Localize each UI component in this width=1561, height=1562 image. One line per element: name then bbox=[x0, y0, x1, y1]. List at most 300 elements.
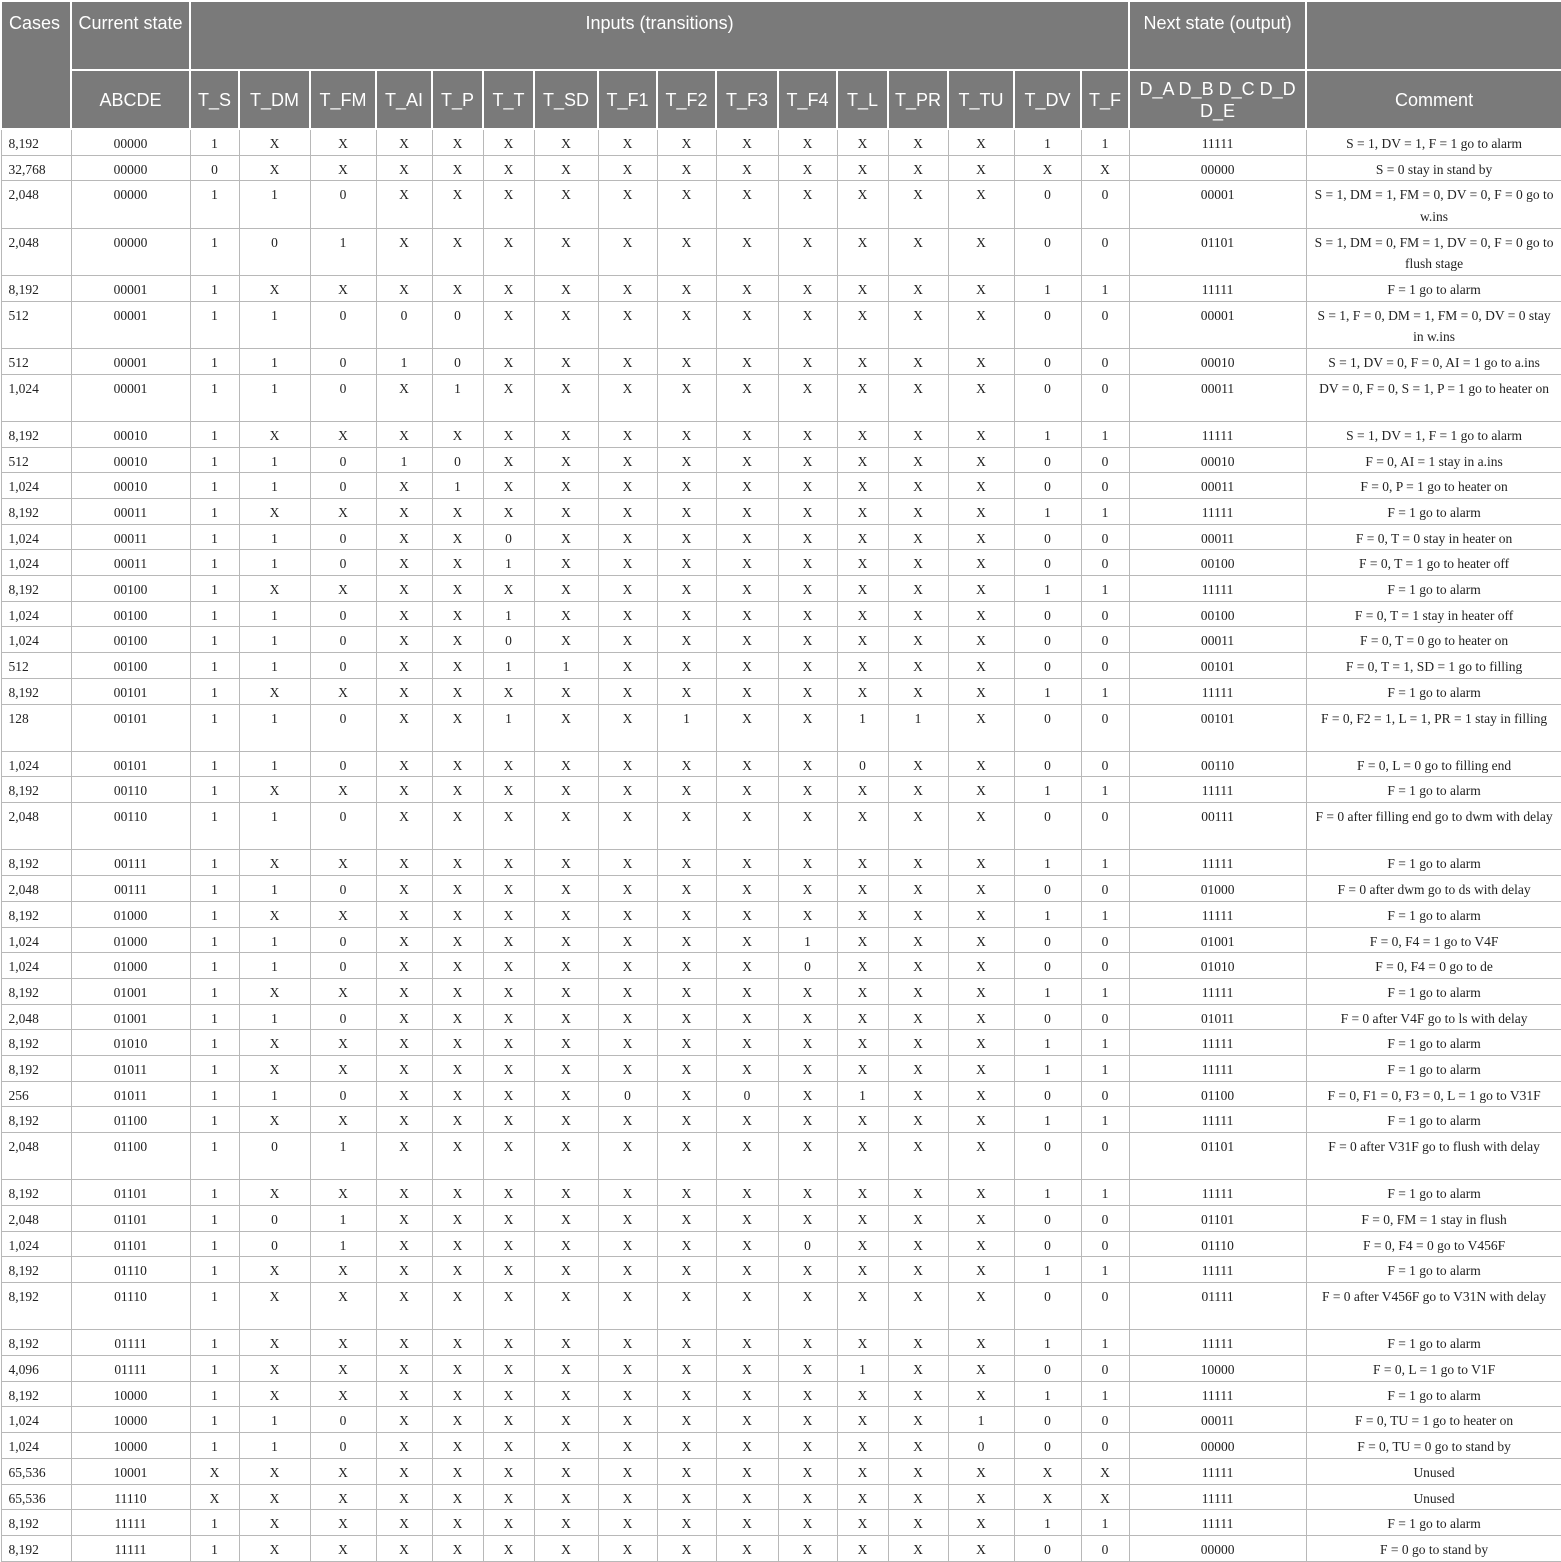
cell-next-state: 11111 bbox=[1129, 1107, 1306, 1133]
cell-cases: 8,192 bbox=[1, 777, 71, 803]
cell-input: 0 bbox=[1014, 1283, 1081, 1330]
cell-input: X bbox=[888, 473, 948, 499]
cell-input: X bbox=[190, 1458, 239, 1484]
cell-input: X bbox=[888, 1283, 948, 1330]
cell-input: 0 bbox=[1014, 228, 1081, 275]
cell-input: X bbox=[310, 1535, 376, 1561]
cell-current-state: 00101 bbox=[71, 678, 190, 704]
cell-input: X bbox=[888, 1484, 948, 1510]
cell-comment: F = 0, F1 = 0, F3 = 0, L = 1 go to V31F bbox=[1306, 1081, 1561, 1107]
cell-input: X bbox=[888, 601, 948, 627]
cell-input: X bbox=[483, 374, 534, 421]
header-t-tu: T_TU bbox=[948, 70, 1014, 129]
cell-input: X bbox=[948, 777, 1014, 803]
cell-input: X bbox=[239, 678, 310, 704]
cell-comment: F = 0, T = 1 stay in heater off bbox=[1306, 601, 1561, 627]
cell-input: X bbox=[534, 1081, 598, 1107]
cell-input: 0 bbox=[1081, 524, 1129, 550]
cell-input: X bbox=[716, 1055, 778, 1081]
cell-input: X bbox=[598, 927, 657, 953]
table-row bbox=[1, 228, 1561, 275]
cell-input: X bbox=[239, 275, 310, 301]
cell-comment: F = 1 go to alarm bbox=[1306, 1257, 1561, 1283]
cell-input: 0 bbox=[1014, 704, 1081, 751]
table-row bbox=[1, 927, 1561, 953]
cell-input: 0 bbox=[598, 1081, 657, 1107]
cell-input: X bbox=[432, 1484, 483, 1510]
cell-input: X bbox=[778, 524, 837, 550]
cell-input: X bbox=[716, 421, 778, 447]
cell-input: X bbox=[598, 550, 657, 576]
table-row bbox=[1, 1206, 1561, 1232]
cell-comment: F = 1 go to alarm bbox=[1306, 1180, 1561, 1206]
cell-current-state: 01001 bbox=[71, 1004, 190, 1030]
cell-input: 0 bbox=[778, 953, 837, 979]
cell-input: 1 bbox=[1014, 1330, 1081, 1356]
cell-cases: 1,024 bbox=[1, 1231, 71, 1257]
cell-input: X bbox=[657, 447, 716, 473]
cell-input: X bbox=[948, 704, 1014, 751]
cell-input: 0 bbox=[1014, 550, 1081, 576]
cell-input: X bbox=[657, 653, 716, 679]
cell-input: X bbox=[432, 1206, 483, 1232]
cell-input: X bbox=[888, 850, 948, 876]
cell-input: X bbox=[948, 374, 1014, 421]
cell-input: X bbox=[657, 275, 716, 301]
cell-input: X bbox=[534, 777, 598, 803]
cell-input: X bbox=[310, 421, 376, 447]
cell-input: X bbox=[534, 850, 598, 876]
cell-comment: F = 1 go to alarm bbox=[1306, 1510, 1561, 1536]
cell-input: X bbox=[376, 1510, 432, 1536]
cell-input: X bbox=[716, 1535, 778, 1561]
cell-cases: 1,024 bbox=[1, 524, 71, 550]
cell-cases: 1,024 bbox=[1, 1407, 71, 1433]
cell-input: X bbox=[534, 301, 598, 348]
cell-comment: F = 0 after filling end go to dwm with delay bbox=[1306, 803, 1561, 850]
cell-input: X bbox=[483, 275, 534, 301]
cell-input: X bbox=[837, 1433, 888, 1459]
cell-input: X bbox=[432, 1257, 483, 1283]
cell-cases: 8,192 bbox=[1, 1257, 71, 1283]
cell-input: 1 bbox=[310, 1206, 376, 1232]
cell-input: X bbox=[1081, 1484, 1129, 1510]
cell-input: X bbox=[888, 499, 948, 525]
cell-input: 1 bbox=[239, 876, 310, 902]
cell-current-state: 00000 bbox=[71, 155, 190, 181]
cell-input: X bbox=[716, 953, 778, 979]
cell-input: 1 bbox=[239, 653, 310, 679]
cell-input: X bbox=[534, 678, 598, 704]
cell-input: 1 bbox=[1081, 1257, 1129, 1283]
cell-input: X bbox=[483, 348, 534, 374]
cell-input: 0 bbox=[1081, 181, 1129, 228]
cell-input: X bbox=[778, 777, 837, 803]
cell-next-state: 11111 bbox=[1129, 678, 1306, 704]
cell-input: X bbox=[948, 155, 1014, 181]
cell-input: 0 bbox=[778, 1231, 837, 1257]
cell-input: 1 bbox=[239, 301, 310, 348]
cell-next-state: 11111 bbox=[1129, 129, 1306, 155]
cell-comment: F = 0, F4 = 0 go to V456F bbox=[1306, 1231, 1561, 1257]
cell-input: X bbox=[948, 876, 1014, 902]
cell-input: X bbox=[239, 1030, 310, 1056]
cell-input: X bbox=[778, 1407, 837, 1433]
cell-input: 1 bbox=[657, 704, 716, 751]
cell-comment: S = 1, F = 0, DM = 1, FM = 0, DV = 0 stay in w.ins bbox=[1306, 301, 1561, 348]
cell-input: X bbox=[432, 850, 483, 876]
cell-input: X bbox=[598, 155, 657, 181]
cell-cases: 4,096 bbox=[1, 1356, 71, 1382]
cell-input: X bbox=[888, 653, 948, 679]
cell-input: X bbox=[657, 1407, 716, 1433]
cell-input: X bbox=[657, 499, 716, 525]
table-row bbox=[1, 1356, 1561, 1382]
cell-cases: 512 bbox=[1, 301, 71, 348]
cell-input: X bbox=[376, 1107, 432, 1133]
cell-input: X bbox=[376, 777, 432, 803]
cell-input: X bbox=[716, 301, 778, 348]
cell-input: X bbox=[432, 1055, 483, 1081]
cell-input: X bbox=[534, 499, 598, 525]
header-t-dm: T_DM bbox=[239, 70, 310, 129]
cell-input: X bbox=[534, 1356, 598, 1382]
cell-cases: 1,024 bbox=[1, 751, 71, 777]
cell-input: 1 bbox=[1081, 421, 1129, 447]
table-row bbox=[1, 850, 1561, 876]
cell-input: X bbox=[598, 447, 657, 473]
cell-input: X bbox=[483, 421, 534, 447]
table-row bbox=[1, 374, 1561, 421]
cell-input: X bbox=[376, 901, 432, 927]
cell-input: X bbox=[598, 901, 657, 927]
cell-input: X bbox=[483, 473, 534, 499]
cell-input: 0 bbox=[1014, 953, 1081, 979]
cell-input: X bbox=[888, 447, 948, 473]
cell-input: X bbox=[716, 1407, 778, 1433]
cell-current-state: 10001 bbox=[71, 1458, 190, 1484]
cell-input: 1 bbox=[310, 228, 376, 275]
cell-input: X bbox=[483, 1231, 534, 1257]
cell-input: X bbox=[239, 1381, 310, 1407]
cell-input: X bbox=[948, 1458, 1014, 1484]
cell-input: X bbox=[483, 751, 534, 777]
cell-cases: 8,192 bbox=[1, 1283, 71, 1330]
cell-input: X bbox=[778, 751, 837, 777]
cell-input: X bbox=[837, 1510, 888, 1536]
cell-input: X bbox=[837, 1381, 888, 1407]
header-cases: Cases bbox=[1, 1, 71, 129]
cell-input: X bbox=[598, 1257, 657, 1283]
cell-current-state: 00100 bbox=[71, 576, 190, 602]
cell-cases: 1,024 bbox=[1, 374, 71, 421]
cell-input: X bbox=[483, 1180, 534, 1206]
cell-input: X bbox=[432, 678, 483, 704]
cell-comment: F = 1 go to alarm bbox=[1306, 850, 1561, 876]
cell-cases: 8,192 bbox=[1, 850, 71, 876]
cell-input: 0 bbox=[190, 155, 239, 181]
cell-input: X bbox=[432, 155, 483, 181]
cell-cases: 8,192 bbox=[1, 576, 71, 602]
cell-input: X bbox=[778, 228, 837, 275]
cell-comment: F = 0, F4 = 1 go to V4F bbox=[1306, 927, 1561, 953]
cell-input: X bbox=[716, 927, 778, 953]
cell-input: 1 bbox=[190, 876, 239, 902]
cell-input: X bbox=[432, 524, 483, 550]
cell-input: X bbox=[432, 1180, 483, 1206]
cell-input: X bbox=[888, 155, 948, 181]
cell-input: X bbox=[483, 1133, 534, 1180]
cell-input: X bbox=[483, 978, 534, 1004]
cell-input: 0 bbox=[1081, 803, 1129, 850]
cell-comment: F = 0, TU = 0 go to stand by bbox=[1306, 1433, 1561, 1459]
cell-input: 0 bbox=[1081, 1433, 1129, 1459]
cell-input: X bbox=[432, 751, 483, 777]
cell-current-state: 01101 bbox=[71, 1231, 190, 1257]
cell-input: 0 bbox=[1014, 1081, 1081, 1107]
cell-input: X bbox=[837, 1283, 888, 1330]
cell-input: X bbox=[716, 1283, 778, 1330]
cell-cases: 8,192 bbox=[1, 1535, 71, 1561]
cell-input: X bbox=[483, 1283, 534, 1330]
cell-input: X bbox=[598, 181, 657, 228]
cell-input: 1 bbox=[190, 953, 239, 979]
cell-input: X bbox=[657, 1381, 716, 1407]
cell-input: X bbox=[888, 1180, 948, 1206]
cell-input: 1 bbox=[239, 953, 310, 979]
header-t-ai: T_AI bbox=[376, 70, 432, 129]
cell-input: X bbox=[376, 953, 432, 979]
cell-input: X bbox=[432, 181, 483, 228]
table-row bbox=[1, 1030, 1561, 1056]
cell-input: X bbox=[310, 499, 376, 525]
cell-input: 1 bbox=[239, 1081, 310, 1107]
cell-input: 1 bbox=[190, 181, 239, 228]
cell-input: X bbox=[376, 704, 432, 751]
cell-input: 1 bbox=[1014, 1055, 1081, 1081]
cell-input: X bbox=[778, 275, 837, 301]
cell-input: X bbox=[598, 653, 657, 679]
cell-input: X bbox=[888, 1206, 948, 1232]
cell-input: X bbox=[837, 1257, 888, 1283]
cell-input: X bbox=[948, 803, 1014, 850]
cell-current-state: 00101 bbox=[71, 704, 190, 751]
cell-input: X bbox=[778, 1381, 837, 1407]
cell-input: X bbox=[716, 447, 778, 473]
cell-input: X bbox=[376, 1283, 432, 1330]
cell-input: X bbox=[534, 473, 598, 499]
cell-cases: 8,192 bbox=[1, 1055, 71, 1081]
cell-input: X bbox=[837, 1484, 888, 1510]
cell-input: X bbox=[837, 1055, 888, 1081]
cell-input: X bbox=[598, 751, 657, 777]
cell-comment: S = 1, DM = 1, FM = 0, DV = 0, F = 0 go to w.ins bbox=[1306, 181, 1561, 228]
cell-input: X bbox=[432, 1133, 483, 1180]
cell-next-state: 11111 bbox=[1129, 1381, 1306, 1407]
cell-input: X bbox=[778, 421, 837, 447]
cell-current-state: 00000 bbox=[71, 181, 190, 228]
cell-input: X bbox=[534, 927, 598, 953]
cell-input: X bbox=[657, 1231, 716, 1257]
cell-input: 1 bbox=[190, 228, 239, 275]
cell-next-state: 00000 bbox=[1129, 1433, 1306, 1459]
cell-input: 1 bbox=[239, 447, 310, 473]
cell-cases: 1,024 bbox=[1, 601, 71, 627]
cell-input: X bbox=[598, 601, 657, 627]
cell-input: X bbox=[598, 876, 657, 902]
cell-input: X bbox=[432, 704, 483, 751]
cell-current-state: 00001 bbox=[71, 374, 190, 421]
cell-input: X bbox=[778, 374, 837, 421]
cell-input: X bbox=[657, 1257, 716, 1283]
cell-input: X bbox=[888, 576, 948, 602]
cell-input: X bbox=[716, 978, 778, 1004]
cell-current-state: 10000 bbox=[71, 1381, 190, 1407]
header-t-s: T_S bbox=[190, 70, 239, 129]
cell-input: X bbox=[376, 421, 432, 447]
cell-input: X bbox=[888, 228, 948, 275]
cell-input: X bbox=[1014, 1484, 1081, 1510]
cell-cases: 8,192 bbox=[1, 1180, 71, 1206]
cell-input: X bbox=[657, 473, 716, 499]
cell-comment: F = 0, F4 = 0 go to de bbox=[1306, 953, 1561, 979]
cell-next-state: 11111 bbox=[1129, 1257, 1306, 1283]
cell-input: X bbox=[1081, 1458, 1129, 1484]
cell-input: 1 bbox=[778, 927, 837, 953]
cell-next-state: 11111 bbox=[1129, 576, 1306, 602]
cell-input: X bbox=[948, 1206, 1014, 1232]
cell-input: X bbox=[948, 473, 1014, 499]
cell-input: X bbox=[948, 1231, 1014, 1257]
cell-input: X bbox=[534, 1231, 598, 1257]
cell-input: X bbox=[534, 876, 598, 902]
cell-input: X bbox=[534, 1407, 598, 1433]
cell-input: X bbox=[534, 627, 598, 653]
cell-cases: 8,192 bbox=[1, 499, 71, 525]
cell-input: X bbox=[888, 1510, 948, 1536]
cell-next-state: 11111 bbox=[1129, 850, 1306, 876]
cell-comment: F = 0 after V4F go to ls with delay bbox=[1306, 1004, 1561, 1030]
cell-current-state: 01100 bbox=[71, 1133, 190, 1180]
cell-input: X bbox=[376, 1381, 432, 1407]
cell-input: X bbox=[716, 653, 778, 679]
cell-input: X bbox=[888, 1107, 948, 1133]
cell-input: X bbox=[483, 927, 534, 953]
cell-input: X bbox=[888, 275, 948, 301]
cell-input: X bbox=[837, 576, 888, 602]
cell-input: X bbox=[948, 927, 1014, 953]
table-row bbox=[1, 901, 1561, 927]
cell-input: X bbox=[948, 275, 1014, 301]
cell-input: 1 bbox=[190, 348, 239, 374]
cell-input: X bbox=[483, 1107, 534, 1133]
cell-input: 0 bbox=[310, 1081, 376, 1107]
cell-input: X bbox=[948, 576, 1014, 602]
cell-cases: 8,192 bbox=[1, 1030, 71, 1056]
cell-input: X bbox=[778, 1107, 837, 1133]
cell-input: 0 bbox=[310, 447, 376, 473]
header-t-f4: T_F4 bbox=[778, 70, 837, 129]
cell-current-state: 11111 bbox=[71, 1535, 190, 1561]
cell-next-state: 01110 bbox=[1129, 1231, 1306, 1257]
cell-input: X bbox=[657, 1206, 716, 1232]
cell-comment: DV = 0, F = 0, S = 1, P = 1 go to heater on bbox=[1306, 374, 1561, 421]
cell-input: X bbox=[598, 1107, 657, 1133]
cell-input: X bbox=[888, 901, 948, 927]
table-row bbox=[1, 1330, 1561, 1356]
cell-input: X bbox=[432, 1231, 483, 1257]
cell-input: 0 bbox=[1014, 1231, 1081, 1257]
cell-input: X bbox=[948, 1004, 1014, 1030]
cell-input: 1 bbox=[1014, 1180, 1081, 1206]
cell-current-state: 01101 bbox=[71, 1206, 190, 1232]
cell-input: X bbox=[376, 1535, 432, 1561]
cell-input: 0 bbox=[1014, 1004, 1081, 1030]
cell-next-state: 00101 bbox=[1129, 653, 1306, 679]
cell-current-state: 01110 bbox=[71, 1257, 190, 1283]
cell-input: X bbox=[716, 601, 778, 627]
cell-input: X bbox=[716, 181, 778, 228]
cell-input: X bbox=[778, 1180, 837, 1206]
cell-next-state: 00011 bbox=[1129, 524, 1306, 550]
cell-input: 1 bbox=[190, 1356, 239, 1382]
cell-input: X bbox=[376, 627, 432, 653]
cell-input: X bbox=[376, 1055, 432, 1081]
cell-input: X bbox=[376, 1133, 432, 1180]
cell-comment: F = 0 go to stand by bbox=[1306, 1535, 1561, 1561]
cell-input: 1 bbox=[190, 1055, 239, 1081]
cell-cases: 512 bbox=[1, 447, 71, 473]
cell-cases: 2,048 bbox=[1, 803, 71, 850]
cell-next-state: 01111 bbox=[1129, 1283, 1306, 1330]
cell-input: 0 bbox=[310, 627, 376, 653]
cell-next-state: 00010 bbox=[1129, 447, 1306, 473]
cell-input: X bbox=[657, 1283, 716, 1330]
cell-input: 1 bbox=[239, 1004, 310, 1030]
cell-input: X bbox=[376, 576, 432, 602]
cell-input: X bbox=[483, 1055, 534, 1081]
cell-input: X bbox=[948, 953, 1014, 979]
cell-input: X bbox=[432, 1107, 483, 1133]
cell-current-state: 01011 bbox=[71, 1081, 190, 1107]
cell-input: 0 bbox=[1081, 627, 1129, 653]
cell-input: X bbox=[778, 1535, 837, 1561]
cell-input: X bbox=[534, 181, 598, 228]
cell-cases: 256 bbox=[1, 1081, 71, 1107]
cell-comment: F = 1 go to alarm bbox=[1306, 978, 1561, 1004]
cell-input: 1 bbox=[483, 653, 534, 679]
cell-input: 1 bbox=[483, 704, 534, 751]
cell-input: X bbox=[534, 1133, 598, 1180]
cell-input: X bbox=[948, 1330, 1014, 1356]
cell-input: 0 bbox=[837, 751, 888, 777]
cell-input: X bbox=[310, 1356, 376, 1382]
cell-input: X bbox=[483, 228, 534, 275]
cell-input: 1 bbox=[190, 1206, 239, 1232]
cell-input: X bbox=[948, 421, 1014, 447]
cell-input: X bbox=[657, 1330, 716, 1356]
cell-comment: F = 0 after dwm go to ds with delay bbox=[1306, 876, 1561, 902]
cell-input: X bbox=[483, 1433, 534, 1459]
cell-next-state: 11111 bbox=[1129, 1510, 1306, 1536]
cell-input: 0 bbox=[310, 524, 376, 550]
cell-current-state: 00001 bbox=[71, 301, 190, 348]
cell-input: 1 bbox=[190, 1180, 239, 1206]
cell-cases: 8,192 bbox=[1, 1330, 71, 1356]
cell-input: X bbox=[837, 601, 888, 627]
cell-input: 1 bbox=[1081, 1055, 1129, 1081]
cell-input: X bbox=[310, 978, 376, 1004]
